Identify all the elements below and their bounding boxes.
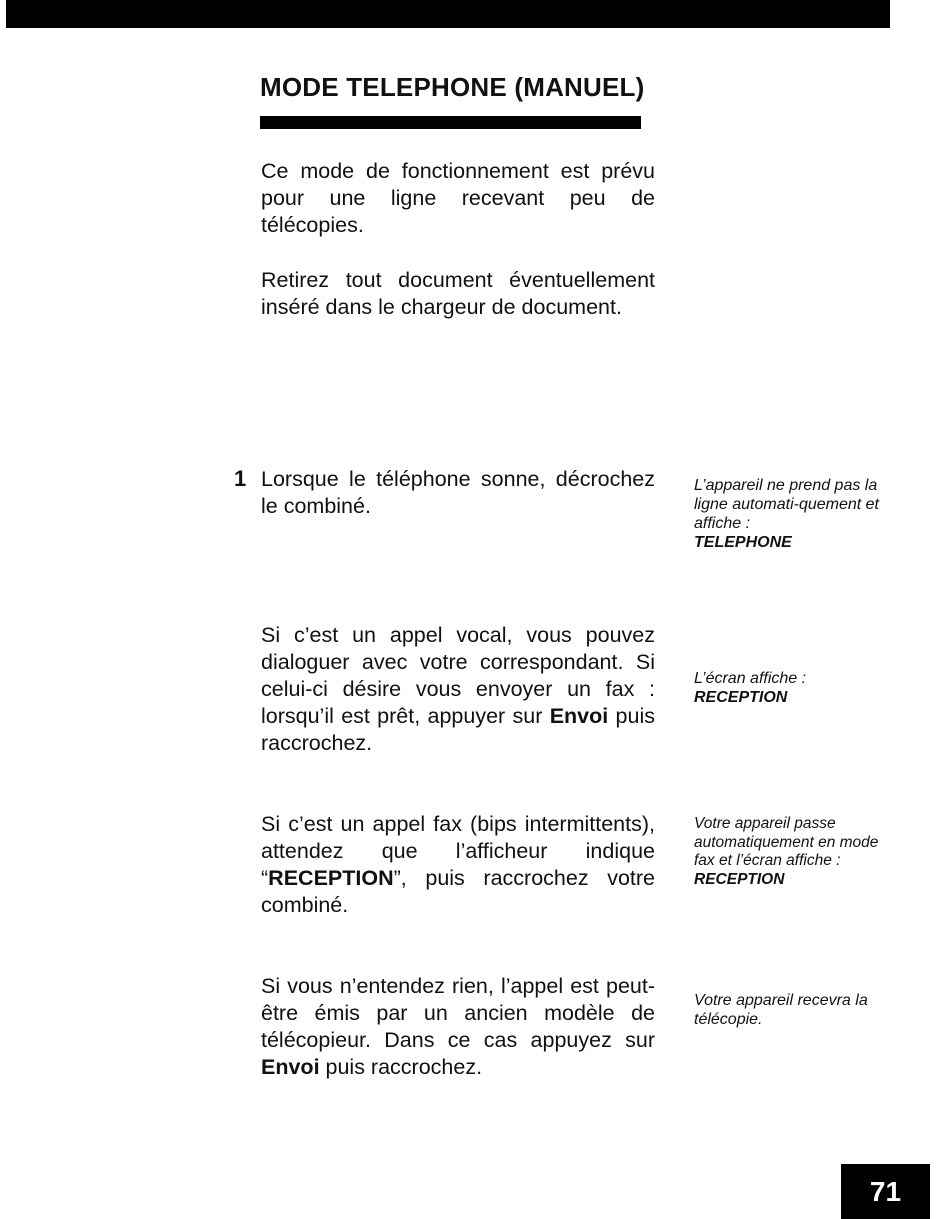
- fax-call-note: [694, 815, 894, 889]
- top-header-bar: [6, 0, 890, 28]
- intro-paragraph: Ce mode de fonctionnement est prévu pour une ligne recevant peu de télécopies.: [261, 159, 655, 237]
- vocal-call-paragraph: [261, 622, 655, 757]
- vocal-call-note: [694, 669, 894, 707]
- step-1-note-text: L’appareil ne prend pas la ligne automati-quement et affiche :: [694, 477, 879, 532]
- envoi-key-label: Envoi: [549, 704, 609, 728]
- step-1-note: [694, 476, 894, 552]
- silent-call-text: Si vous n’entendez rien, l’appel est peut-être émis par un ancien modèle de télécopieur. Dans ce cas appuyez sur: [261, 974, 655, 1052]
- remove-document-paragraph: Retirez tout document éventuellement inséré dans le chargeur de document.: [261, 268, 655, 319]
- vocal-call-text-end: puis raccrochez.: [261, 704, 655, 755]
- fax-display-text: RECEPTION: [694, 870, 785, 888]
- page-number: 71: [841, 1164, 930, 1219]
- silent-call-note: [694, 991, 894, 1029]
- reception-keyword: RECEPTION: [268, 866, 394, 890]
- fax-call-paragraph: [261, 811, 655, 919]
- fax-call-text: Si c’est un appel fax (bips intermittents), attendez que l’afficheur indique “: [261, 812, 655, 890]
- step-1-display-text: TELEPHONE: [694, 534, 792, 551]
- title-underline: [260, 116, 641, 129]
- silent-call-text-end: puis raccrochez.: [319, 1055, 483, 1079]
- page-title: MODE TELEPHONE (MANUEL): [260, 72, 645, 102]
- silent-call-paragraph: [261, 973, 655, 1081]
- fax-call-text-end: ”, puis raccrochez votre combiné.: [261, 866, 655, 917]
- silent-call-note-text: Votre appareil recevra la télécopie.: [694, 992, 868, 1028]
- envoi-key-label-2: Envoi: [261, 1055, 320, 1079]
- fax-call-note-text: Votre appareil passe automatiquement en mode fax et l’écran affiche :: [694, 815, 879, 869]
- vocal-call-text: Si c’est un appel vocal, vous pouvez dialoguer avec votre correspondant. Si celui-ci désire vous envoyer un fax : lorsqu’il est prêt, appuyer sur: [261, 623, 655, 728]
- vocal-call-note-text: L’écran affiche :: [694, 670, 807, 687]
- step-number: 1: [234, 466, 247, 491]
- vocal-display-text: RECEPTION: [694, 689, 788, 706]
- step-1-text: Lorsque le téléphone sonne, décrochez le combiné.: [261, 467, 655, 518]
